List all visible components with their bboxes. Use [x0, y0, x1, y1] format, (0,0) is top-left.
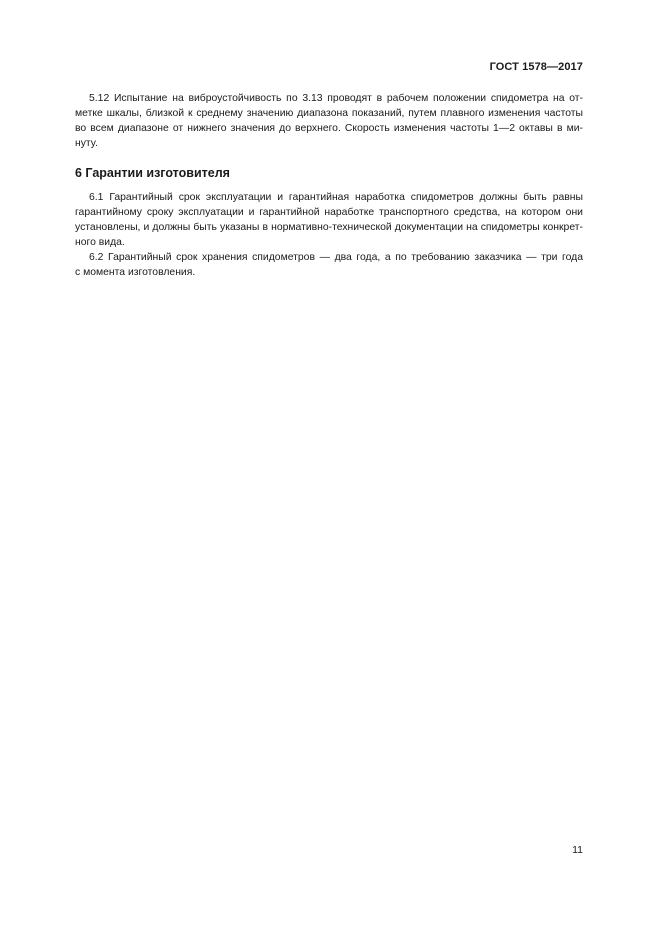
paragraph-6-1 — [75, 190, 583, 250]
paragraph-line: нуту. — [75, 138, 98, 149]
paragraph-line: 6.1 Гарантийный срок эксплуатации и гарантийная наработка спидометров должны быть равны — [89, 192, 583, 203]
section-6-title: 6 Гарантии изготовителя — [75, 166, 230, 180]
paragraph-line: во всем диапазоне от нижнего значения до верхнего. Скорость изменения частоты 1—2 октавы в ми- — [75, 123, 583, 134]
paragraph-line: 6.2 Гарантийный срок хранения спидометров — два года, а по требованию заказчика — три года — [89, 252, 583, 263]
paragraph-line: гарантийному сроку эксплуатации и гарантийной наработке транспортного средства, на котором они — [75, 207, 583, 218]
paragraph-6-2 — [75, 250, 583, 280]
paragraph-line: ного вида. — [75, 237, 125, 248]
page-content — [75, 91, 583, 280]
paragraph-line: установлены, и должны быть указаны в нормативно-технической документации на спидометры конкрет- — [75, 222, 583, 233]
paragraph-line: 5.12 Испытание на виброустойчивость по 3.13 проводят в рабочем положении спидометра на от- — [89, 93, 583, 104]
page-number: 11 — [572, 844, 583, 856]
paragraph-5-12 — [75, 91, 583, 151]
standard-code-header: ГОСТ 1578—2017 — [489, 61, 583, 73]
paragraph-line: метке шкалы, близкой к среднему значению диапазона показаний, путем плавного изменения частоты — [75, 108, 583, 119]
paragraph-line: с момента изготовления. — [75, 267, 196, 278]
